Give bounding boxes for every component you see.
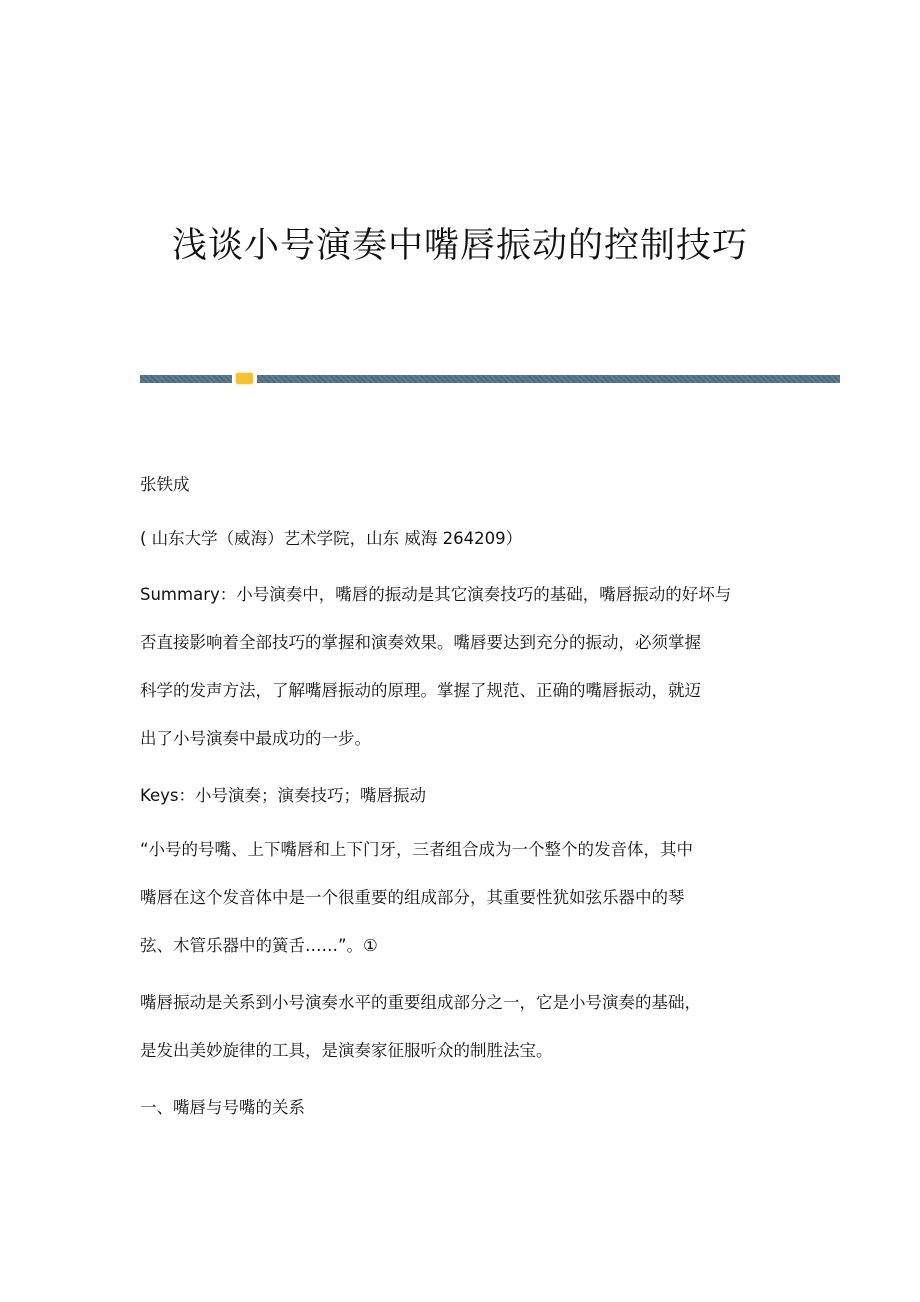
divider-right <box>257 375 840 383</box>
divider-left <box>140 375 232 383</box>
keywords: Keys：小号演奏；演奏技巧；嘴唇振动 <box>140 786 427 805</box>
quote-line: 弦、木管乐器中的簧舌……”。① <box>140 936 378 955</box>
divider-ornament-icon <box>236 373 253 384</box>
paragraph-line: 是发出美妙旋律的工具，是演奏家征服听众的制胜法宝。 <box>140 1041 553 1060</box>
summary-line: 科学的发声方法，了解嘴唇振动的原理。掌握了规范、正确的嘴唇振动，就迈 <box>140 681 701 700</box>
paragraph-line: 嘴唇振动是关系到小号演奏水平的重要组成部分之一，它是小号演奏的基础， <box>140 993 701 1012</box>
summary-line: 出了小号演奏中最成功的一步。 <box>140 729 371 748</box>
document-title: 浅谈小号演奏中嘴唇振动的控制技巧 <box>171 226 748 266</box>
affiliation: ( 山东大学（威海）艺术学院，山东 威海 264209） <box>140 529 523 548</box>
quote-line: 嘴唇在这个发音体中是一个很重要的组成部分，其重要性犹如弦乐器中的琴 <box>140 888 685 907</box>
section-heading: 一、嘴唇与号嘴的关系 <box>140 1098 305 1117</box>
quote-line: “小号的号嘴、上下嘴唇和上下门牙，三者组合成为一个整个的发音体，其中 <box>140 840 694 859</box>
summary-line: Summary：小号演奏中，嘴唇的振动是其它演奏技巧的基础，嘴唇振动的好坏与 <box>140 585 732 604</box>
author: 张铁成 <box>140 475 190 494</box>
summary-line: 否直接影响着全部技巧的掌握和演奏效果。嘴唇要达到充分的振动，必须掌握 <box>140 633 701 652</box>
